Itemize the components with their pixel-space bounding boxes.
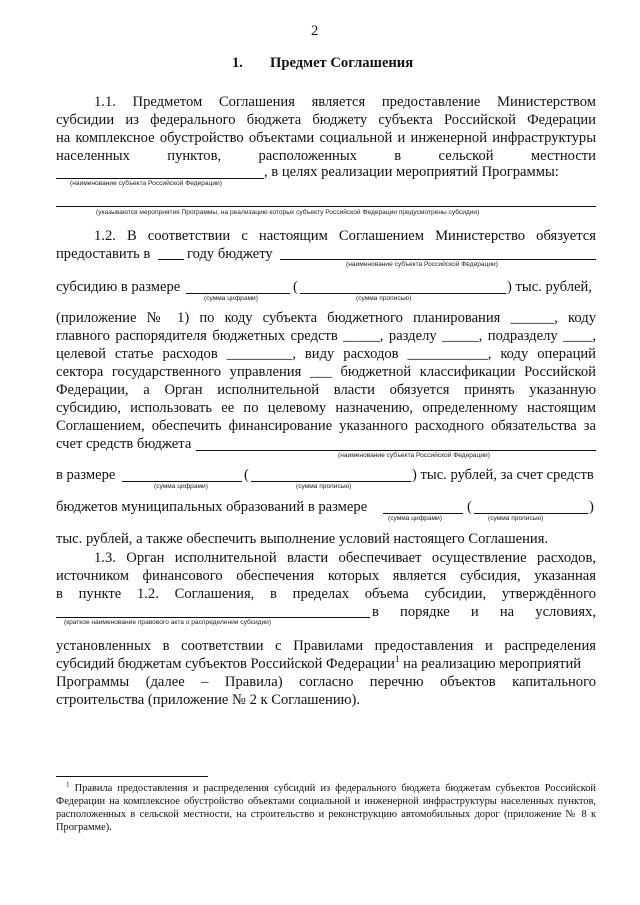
sum-words-line xyxy=(300,293,506,294)
footnote-separator xyxy=(56,776,208,777)
p12-line-12b: ( xyxy=(244,467,249,483)
p12-line-10: Соглашением, обеспечить финансирование указанного расходного обязательства за xyxy=(56,418,596,434)
caption-sum-words-3: (сумма прописью) xyxy=(488,515,544,522)
p13-line-5: установленных в соответствии с Правилами предоставления и распределения xyxy=(56,638,596,654)
sum-digits-line-2 xyxy=(122,481,242,482)
p12-line-3c: ) тыс. рублей, xyxy=(507,279,592,295)
p12-line-11: счет средств бюджета xyxy=(56,436,192,452)
caption-subject: (наименование субъекта Российской Федерации) xyxy=(70,180,222,187)
sum-digits-line xyxy=(186,293,290,294)
p12-line-13a: бюджетов муниципальных образований в размере xyxy=(56,499,368,515)
p12-line-8: Федерации, а Орган исполнительной власти обязуется принять указанную xyxy=(56,382,596,398)
footnote xyxy=(56,782,596,834)
sum-words-line-2 xyxy=(251,481,411,482)
p12-line-2a: предоставить в xyxy=(56,246,151,262)
footnote-ref: 1 xyxy=(394,654,400,665)
year-blank-line xyxy=(158,259,184,260)
p11-line-1: 1.1. Предметом Соглашения является предоставление Министерством xyxy=(94,94,596,110)
p12-line-4: (приложение № 1) по коду субъекта бюджетного планирования ______, коду xyxy=(56,310,596,326)
caption-sum-digits-3: (сумма цифрами) xyxy=(388,515,442,522)
p12-line-9: субсидию, использовать ее по целевому назначению, определенному настоящим xyxy=(56,400,596,416)
p11-line-3: на комплексное обустройство объектами социальной и инженерной инфраструктуры xyxy=(56,130,596,146)
p11-line-4: населенных пунктов, расположенных в сельской местности xyxy=(56,148,596,164)
p11-line-5: , в целях реализации мероприятий Программы: xyxy=(264,164,559,180)
subject-blank-line xyxy=(56,178,264,179)
p12-line-13b: ( xyxy=(467,499,472,515)
p13-line-4: в порядке и на условиях, xyxy=(372,604,596,620)
p13-line-6 xyxy=(56,655,596,673)
p12-line-7: сектора государственного управления ___ бюджетной классификации Российской xyxy=(56,364,596,380)
p12-line-14: тыс. рублей, а также обеспечить выполнение условий настоящего Соглашения. xyxy=(56,531,549,547)
p13-line-6b: на реализацию мероприятий xyxy=(399,656,582,672)
caption-act: (краткое наименование правового акта о распределении субсидии) xyxy=(64,619,272,626)
p13-line-7: Программы (далее – Правила) согласно перечню объектов капитального xyxy=(56,674,596,690)
footnote-mark: 1 xyxy=(66,780,70,789)
measures-blank-line xyxy=(56,206,596,207)
footnote-text: Правила предоставления и распределения субсидий из федерального бюджета бюджетам субъектов Российской Федерации на комплексное обустройство объектами социальной и инженерной инфраструктуры населенных пунктов, расположенных в сельской местности, на строительство и реконструкцию автомобильных дорог (приложение № 8 к Программе). xyxy=(56,783,596,833)
caption-subject-2: (наименование субъекта Российской Федерации) xyxy=(346,261,498,268)
act-name-line xyxy=(56,617,370,618)
caption-sum-words: (сумма прописью) xyxy=(356,295,412,302)
section-title: Предмет Соглашения xyxy=(270,55,414,71)
page-number: 2 xyxy=(311,23,319,39)
caption-sum-words-2: (сумма прописью) xyxy=(296,483,352,490)
p13-line-6a: субсидий бюджетам субъектов Российской Федерации xyxy=(56,656,395,672)
p11-line-2: субсидии из федерального бюджета бюджету субъекта Российской Федерации xyxy=(56,112,596,128)
p12-line-13c: ) xyxy=(589,499,594,515)
section-number: 1. xyxy=(232,55,243,71)
p13-line-8: строительства (приложение № 2 к Соглашению). xyxy=(56,692,361,708)
caption-measures: (указываются мероприятия Программы, на реализацию которых субъекту Российской Федерации предусмотрены субсидии) xyxy=(96,209,480,216)
subject-blank-line-2 xyxy=(280,259,596,260)
p13-line-3: в пункте 1.2. Соглашения, в пределах объема субсидии, утверждённого xyxy=(56,586,596,602)
sum-digits-line-3 xyxy=(383,513,463,514)
p12-line-12c: ) тыс. рублей, за счет средств xyxy=(412,467,594,483)
p12-line-5: главного распорядителя бюджетных средств _____, разделу _____, подразделу ____, xyxy=(56,328,596,344)
p12-line-3a: субсидию в размере xyxy=(56,279,181,295)
p13-line-1: 1.3. Орган исполнительной власти обеспечивает осуществление расходов, xyxy=(94,550,596,566)
p12-line-12a: в размере xyxy=(56,467,116,483)
p12-line-2b: году бюджету xyxy=(187,246,273,262)
p13-line-2: источником финансового обеспечения которых является субсидия, указанная xyxy=(56,568,596,584)
budget-subject-line xyxy=(196,450,596,451)
sum-words-line-3 xyxy=(474,513,588,514)
caption-sum-digits-2: (сумма цифрами) xyxy=(154,483,208,490)
p12-line-6: целевой статье расходов _________, виду расходов ___________, коду операций xyxy=(56,346,596,362)
p12-line-3b: ( xyxy=(293,279,298,295)
caption-subject-3: (наименование субъекта Российской Федерации) xyxy=(338,452,490,459)
p12-line-1: 1.2. В соответствии с настоящим Соглашением Министерство обязуется xyxy=(94,228,596,244)
caption-sum-digits: (сумма цифрами) xyxy=(204,295,258,302)
